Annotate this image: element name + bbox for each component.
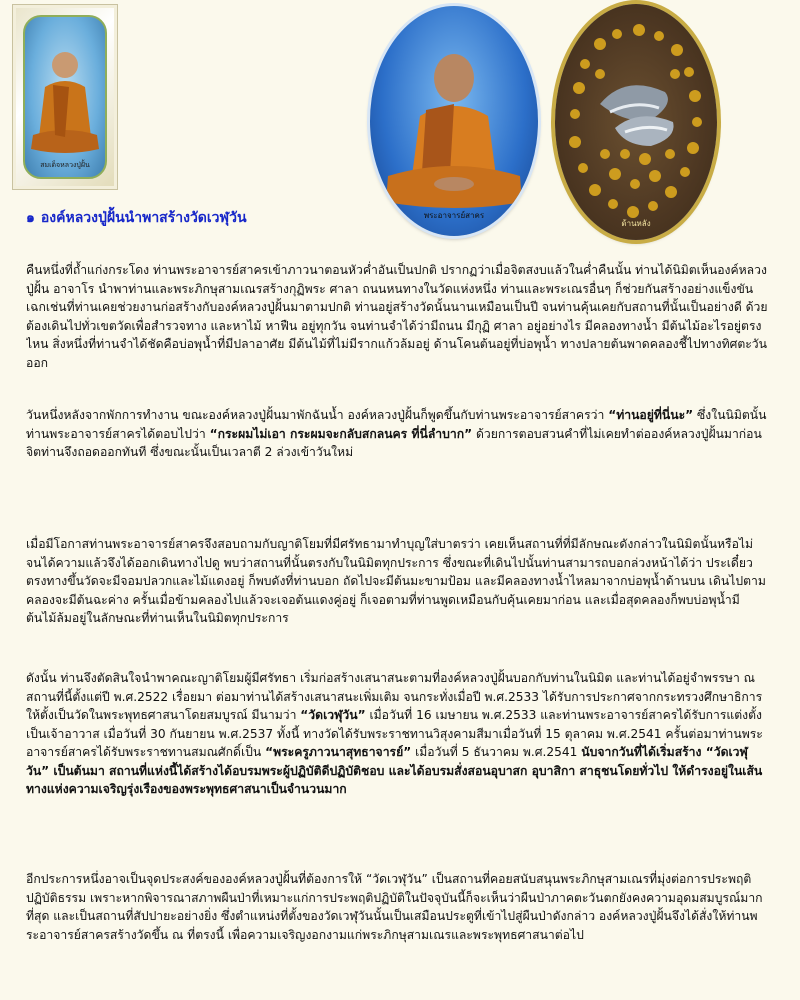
paragraph-5: อีกประการหนึ่งอาจเป็นจุดประสงค์ขององค์หลวงปู่ฝั้นที่ต้องการให้ “วัดเวฬุวัน” เป็นสถานที่คอยสนับสนุนพระภิกษุสามเณรที่มุ่งต่อการประพฤติ ปฏิบัติธรรม เพราะหากพิจารณาสภาพผืนป่าที่เหมาะแก่การประพฤติปฏิบัติในปัจจุบันนี้ก็จะเห็นว่าผืนป่าภาคตะวันตกยังคงความอุดมสมบูรณ์มากที่สุด และเป็นสถานที่สัปปายะอย่างยิ่ง ซึ่งตำแหน่งที่ตั้งของวัดเวฬุวันนั้นเป็นเสมือนประตูที่เข้าไปสู่ผืนป่าดังกล่าว องค์หลวงปู่ฝั้นจึงได้สั่งให้ท่านพระอาจารย์สาครสร้างวัดขึ้น ณ ที่ตรงนี้ เพื่อความเจริญงอกงามแก่พระภิกษุสามเณรและพระพุทธศาสนาต่อไป: [26, 872, 763, 942]
section-heading: [26, 207, 247, 229]
amulet-caption-1: สมเด็จหลวงปู่ฝั้น: [40, 161, 90, 169]
quote-reply: “กระผมไม่เอา กระผมจะกลับสกลนคร ที่นี่ลำบาก”: [209, 426, 473, 441]
seated-monk-figure: [25, 17, 105, 177]
paragraph-4-text: ดังนั้น ท่านจึงตัดสินใจนำพาคณะญาติโยมผู้มีศรัทธา เริ่มก่อสร้างเสนาสนะตามที่องค์หลวงปู่ฝั้นบอกกับท่านในนิมิต และท่านได้อยู่จำพรรษา ณ สถานที่นี้ตั้งแต่ปี พ.ศ.2522 เรื่อยมา ต่อมาท่านได้สร้างเสนาสนะเพิ่มเติม จนกระทั่งเมื่อปี พ.ศ.2533 ได้รับการประกาศจากกระทรวงศึกษาธิการให้ตั้งเป็นวัดในพระพุทธศาสนาโดยสมบูรณ์ มีนามว่า: [26, 671, 763, 722]
amulet-caption-2: พระอาจารย์สาคร: [423, 211, 485, 220]
monastic-title: “พระครูภาวนาสุทธาจารย์”: [265, 745, 412, 759]
paragraph-2-text: ซึ่งในนิมิตนั้นท่านพระอาจารย์สาครได้ตอบไปว่า: [26, 408, 767, 441]
heading-title: องค์หลวงปู่ฝั้นนำพาสร้างวัดเวฬุวัน: [40, 210, 247, 226]
quote-stay-here: “ท่านอยู่ที่นี่นะ”: [608, 408, 694, 422]
paragraph-4: [26, 669, 768, 853]
amulet-image-2: [370, 6, 538, 236]
paragraph-2-text: วันหนึ่งหลังจากพักการทำงาน ขณะองค์หลวงปู่ฝั้นมาพักฉันน้ำ องค์หลวงปู่ฝั้นก็พูดขึ้นกับท่านพระอาจารย์สาครว่า: [26, 408, 609, 422]
paragraph-1: คืนหนึ่งที่ถ้ำแก่งกระโดง ท่านพระอาจารย์สาครเข้าภาวนาตอนหัวค่ำอันเป็นปกติ ปรากฏว่าเมื่อจิตสงบแล้วในค่ำคืนนั้น ท่านได้นิมิตเห็นองค์หลวงปู่ฝั้น อาจาโร นำพาท่านและพระภิกษุสามเณรสร้างกุฏิพระ ศาลา ถนนหนทางในวัดแห่งหนึ่ง ท่านและพระเณรอื่นๆ ก็ช่วยกันสร้างอย่างแข็งขัน เฉกเช่นที่ท่านเคยช่วยงานก่อสร้างกับองค์หลวงปู่ฝั้นมาตามปกติ ท่านอยู่สร้างวัดนั้นนานเหมือนเป็นปี จนท่านคุ้นเคยกับสถานที่นั้นเป็นอย่างดี ด้วยต้องเดินไปทั่วเขตวัดเพื่อสำรวจทาง และหาไม้ หาฟืน อยู่ทุกวัน จนท่านจำได้ว่ามีถนน มีกุฏิ ศาลา อยู่อย่างไร มีคลองทางน้ำ มีต้นไม้อะไรอยู่ตรงไหน สิ่งหนึ่งที่ท่านจำได้ชัดคือบ่อพุน้ำที่มีปลาอาศัย มีต้นไม้ที่ไม่มีรากแก้วล้มอยู่ ด้านโคนต้นอยู่ที่บ่อพุน้ำ ทางปลายต้นพาดคลองชี้ไปทางทิศตะวันออก: [26, 263, 768, 370]
paragraph-4-text: เมื่อวันที่ 5 ธันวาคม พ.ศ.2541: [411, 745, 582, 759]
paragraph-4-text: เมื่อวันที่ 16 เมษายน พ.ศ.2533 และท่านพระอาจารย์สาครได้รับการแต่งตั้งเป็นเจ้าอาวาส เมื่อวันที่ 30 กันยายน พ.ศ.2537 ทั้งนี้ ทางวัดได้รับพระราชทานวิสุงคามสีมาเมื่อวันที่ 15 ตุลาคม พ.ศ.2541 ครั้นต่อมาท่านพระอาจารย์สาครได้รับพระราชทานสมณศักดิ์เป็น: [26, 708, 763, 759]
heading-bullet: ๑: [26, 210, 35, 226]
amulet-image-1: [12, 4, 118, 190]
paragraph-4-bold-summary: นับจากวันที่ได้เริ่มสร้าง “วัดเวฬุวัน” เป็นต้นมา สถานที่แห่งนี้ได้สร้างได้อบรมพระผู้ปฏิบัติดีปฏิบัติชอบ และได้อบรมสั่งสอนอุบาสก อุบาสิกา สาธุชนโดยทั่วไป ให้ดำรงอยู่ในเส้นทางแห่งความเจริญรุ่งเรืองของพระพุทธศาสนาเป็นจำนวนมาก: [26, 745, 763, 796]
temple-name: “วัดเวฬุวัน”: [300, 708, 366, 722]
paragraph-3: เมื่อมีโอกาสท่านพระอาจารย์สาครจึงสอบถามกับญาติโยมที่มีศรัทธามาทำบุญใส่บาตรว่า เคยเห็นสถานที่ที่มีลักษณะดังกล่าวในนิมิตนั้นหรือไม่ จนได้ความแล้วจึงได้ออกเดินทางไปดู พบว่าสถานที่นั้นตรงกับในนิมิตทุกประการ ซึ่งขณะที่เดินไปนั้นท่านสามารถบอกล่วงหน้าได้ว่า ประเดี๋ยวตรงทางขึ้นวัดจะมีจอมปลวกและไม้แดงอยู่ ก็พบดังที่ท่านบอก ถัดไปจะมีต้นมะขามป้อม และมีคลองทางน้ำไหลมาจากบ่อพุน้ำด้านบน เดินไปตามคลองจะมีต้นฉะค่าง ครั้นเมื่อข้ามคลองไปแล้วจะเจอต้นแดงคู่อยู่ ก็เจอตามที่ท่านพูดเหมือนกับคุ้นเคยมาก่อน และเมื่อสุดคลองก็พบบ่อพุน้ำมีต้นไม้ล้มอยู่ในลักษณะที่ท่านเห็นในนิมิตทุกประการ: [26, 537, 766, 625]
paragraph-2-text: ด้วยการตอบสวนคำที่ไม่เคยทำต่อองค์หลวงปู่ฝั้นมาก่อน จิตท่านจึงถอดออกทันที ซึ่งขณะนั้นเป็นเวลาตี 2 ล่วงเข้าวันใหม่: [26, 426, 762, 459]
amulet-back-relics: [555, 4, 717, 240]
paragraph-2: [26, 406, 768, 500]
seated-monk-figure: [370, 6, 538, 236]
amulet-image-3: [555, 4, 717, 240]
amulet-caption-3: ด้านหลัง: [621, 219, 651, 228]
